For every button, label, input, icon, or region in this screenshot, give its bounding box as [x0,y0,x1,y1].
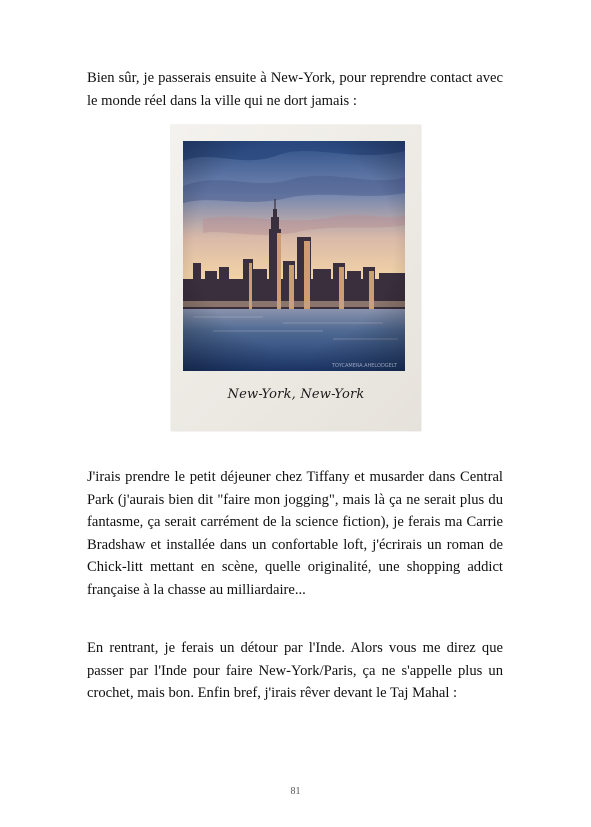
tiffany-paragraph: J'irais prendre le petit déjeuner chez Tiffany et musarder dans Central Park (j'aurais bien dit "faire mon jogging", mais là ça ne serait plus du fantasme, ça serait carrément de la science fiction), je ferais ma Carrie Bradshaw et installée dans un confortable loft, j'écrirais un roman de Chick-litt mettant en scène, quelle originalité, une shopping addict française à la chasse au milliardaire... [87,469,503,598]
photo-caption: New-York, New-York [227,387,365,402]
new-york-skyline-image [183,141,405,371]
page-number: 81 [290,786,301,797]
intro-paragraph: Bien sûr, je passerais ensuite à New-York, pour reprendre contact avec le monde réel dans la ville qui ne dort jamais : [87,70,503,109]
photo-watermark: TOYCAMERA.AHELODGELT [332,363,397,369]
inde-paragraph: En rentrant, je ferais un détour par l'Inde. Alors vous me direz que passer par l'Inde pour faire New-York/Paris, ça ne s'appelle plus un crochet, mais bon. Enfin bref, j'irais rêver devant le Taj Mahal : [87,640,503,701]
polaroid-photo-frame [171,125,421,431]
